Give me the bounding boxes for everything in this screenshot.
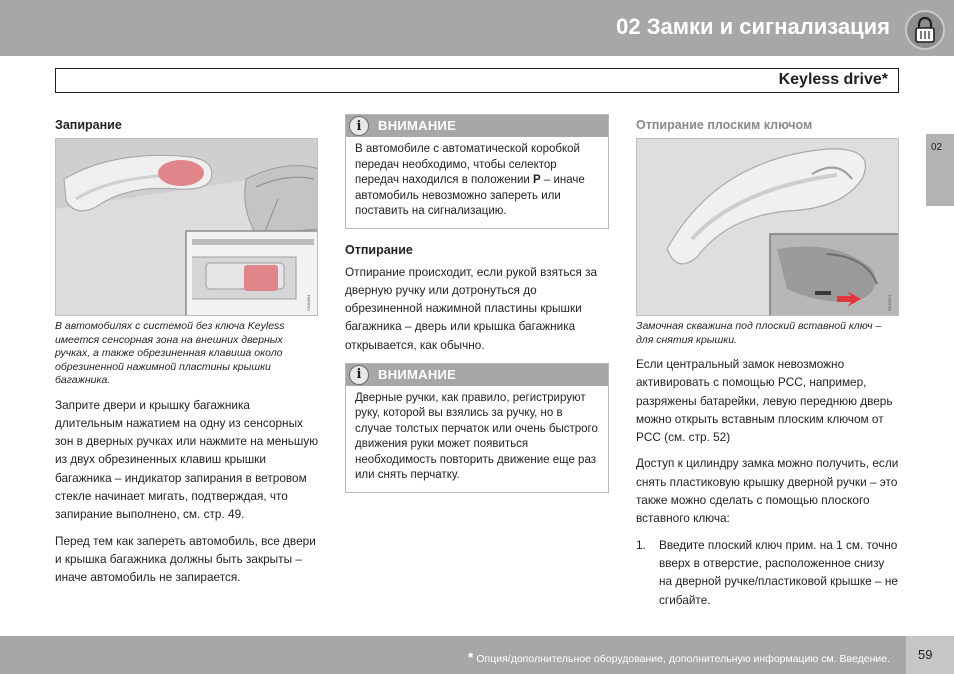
figure-keyhole bbox=[636, 138, 899, 316]
footnote bbox=[468, 649, 890, 665]
column-right bbox=[636, 114, 900, 609]
rubber-key bbox=[244, 265, 278, 291]
page-number: 59 bbox=[918, 647, 933, 662]
info-icon: i bbox=[349, 365, 369, 385]
list-item bbox=[636, 536, 900, 609]
chapter-tab-label: 02 bbox=[931, 142, 943, 153]
footer-bar bbox=[0, 636, 954, 674]
warning-text-part: – иначе автомобиль невозможно запереть или поставить на сигнализацию. bbox=[355, 174, 585, 217]
warning-text-part: В автомобиле с автоматической коробкой передач необходимо, чтобы селектор передач находился в положении bbox=[355, 143, 580, 186]
door-handle-illustration bbox=[56, 139, 318, 316]
heading-unlocking: Отпирание bbox=[345, 242, 413, 257]
figure-caption: В автомобилях с системой без ключа Keyless имеется сенсорная зона на внешних дверных ручках, а также обрезиненная клавиша около обрезиненной нажимной пластины крышки багажника. bbox=[55, 320, 285, 386]
column-middle bbox=[345, 114, 609, 507]
list-number: 1. bbox=[636, 537, 646, 552]
figure-code: G043521 bbox=[887, 294, 892, 311]
warning-header bbox=[346, 115, 608, 137]
section-title-box bbox=[55, 68, 899, 93]
heading-locking: Запирание bbox=[55, 118, 122, 132]
chapter-tab[interactable] bbox=[926, 134, 954, 206]
footnote-text: Опция/дополнительное оборудование, дополнительную информацию см. Введение. bbox=[476, 653, 890, 665]
figure-caption: Замочная скважина под плоский вставной ключ – для снятия крышки. bbox=[636, 320, 882, 346]
section-title: Keyless drive* bbox=[778, 71, 888, 88]
paragraph: Доступ к цилиндру замка можно получить, если снять пластиковую крышку дверной ручки – это также можно сделать с помощью плоского вставного ключа: bbox=[636, 456, 899, 526]
list-text: Введите плоский ключ прим. на 1 см. точно вверх в отверстие, расположенное снизу на дверной ручке/пластиковой крышке – не сгибайте. bbox=[659, 537, 898, 607]
sensor-area bbox=[158, 160, 204, 186]
warning-box bbox=[345, 114, 609, 229]
warning-text bbox=[346, 137, 608, 228]
gear-position: P bbox=[533, 174, 541, 186]
figure-door-handle-sensor bbox=[55, 138, 318, 316]
lock-icon bbox=[905, 10, 945, 50]
paragraph: Отпирание происходит, если рукой взяться за дверную ручку или дотронуться до обрезиненной нажимной пластины крышки багажника – дверь или крышка багажника открывается, как обычно. bbox=[345, 264, 598, 352]
warning-text: Дверные ручки, как правило, регистрируют руку, которой вы взялись за ручку, но в случае толстых перчаток или очень быстрого движения руки может появиться необходимость повторить движение еще раз или снять перчатку. bbox=[355, 391, 598, 482]
header-bar bbox=[0, 0, 954, 56]
keyhole-illustration bbox=[637, 139, 899, 316]
paragraph: Если центральный замок невозможно активировать с помощью PCC, например, разряжены батарейки, левую переднюю дверь можно открыть вставным плоским ключом от PCC (см. стр. 52) bbox=[636, 357, 893, 445]
warning-header bbox=[346, 364, 608, 386]
paragraph: Заприте двери и крышку багажника длительным нажатием на одну из сенсорных зон в дверных ручках или нажмите на меньшую из двух обрезиненных клавиш крышки багажника – индикатор запирания в ветровом стекле начинает мигать, подтверждая, что запирание выполнено, см. стр. 49. bbox=[55, 397, 319, 522]
figure-code: G040994 bbox=[306, 294, 311, 311]
paragraph: Перед тем как запереть автомобиль, все двери и крышка багажника должны быть закрыты – иначе автомобиль не запирается. bbox=[55, 533, 316, 585]
warning-box bbox=[345, 363, 609, 493]
footnote-star: * bbox=[467, 649, 474, 665]
column-left bbox=[55, 114, 319, 586]
warning-label: ВНИМАНИЕ bbox=[378, 366, 457, 382]
chapter-title: 02 Замки и сигнализация bbox=[616, 14, 890, 39]
numbered-list bbox=[636, 536, 900, 609]
page-number-box bbox=[906, 636, 954, 674]
info-icon: i bbox=[349, 116, 369, 136]
warning-label: ВНИМАНИЕ bbox=[378, 118, 457, 133]
heading-flat-key-unlock: Отпирание плоским ключом bbox=[636, 118, 813, 132]
